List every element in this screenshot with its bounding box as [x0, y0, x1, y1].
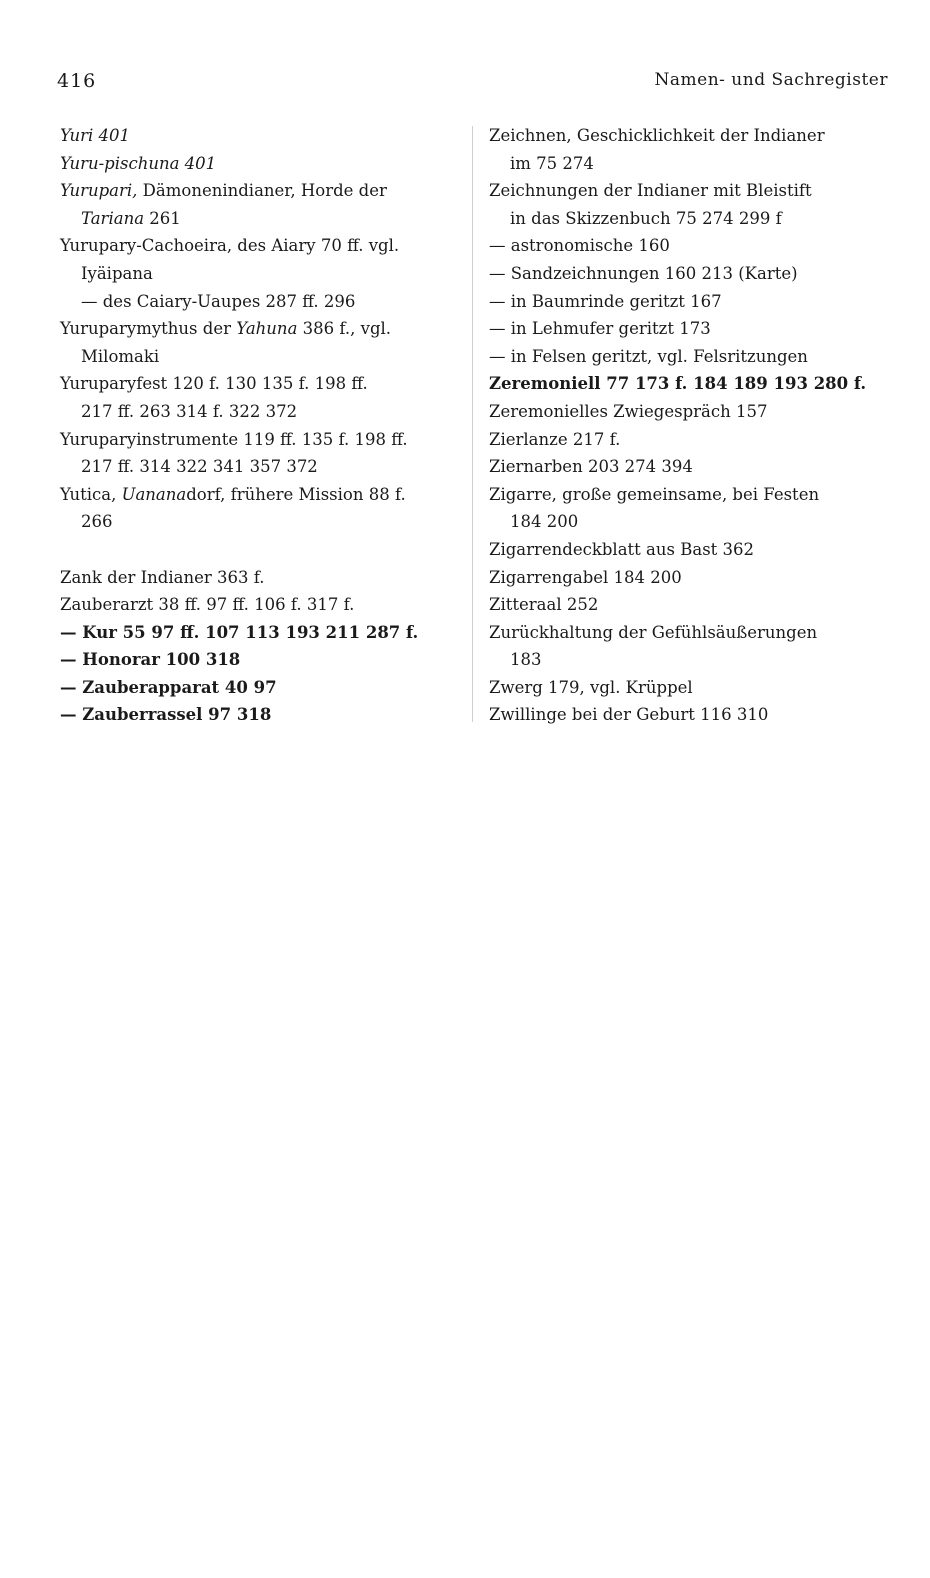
index-entry-continuation: Tariana 261: [81, 208, 181, 228]
column-divider: [472, 126, 473, 722]
index-subentry: — des Caiary-Uaupes 287 ff. 296: [81, 291, 356, 311]
index-entry: Zeichnungen der Indianer mit Bleistift: [489, 181, 812, 201]
index-entry: Yurupary-Cachoeira, des Aiary 70 ff. vgl.: [60, 236, 400, 256]
index-entry: Zurückhaltung der Gefühlsäußerungen: [489, 622, 818, 642]
index-entry-continuation: Iyäipana: [81, 263, 153, 283]
index-entry: Zigarrengabel 184 200: [489, 567, 682, 587]
index-subentry: — Kur 55 97 ff. 107 113 193 211 287 f.: [60, 622, 419, 642]
index-column-right: [489, 122, 889, 729]
index-entry-continuation: 217 ff. 314 322 341 357 372: [81, 457, 318, 477]
index-entry: Zank der Indianer 363 f.: [60, 567, 265, 587]
index-entry: Zwillinge bei der Geburt 116 310: [489, 705, 769, 725]
index-entry: Yurupari, Dämonenindianer, Horde der: [60, 181, 387, 201]
index-entry: Zauberarzt 38 ff. 97 ff. 106 f. 317 f.: [60, 595, 355, 615]
index-entry-continuation: Milomaki: [81, 346, 160, 366]
index-entry: Yuri 401: [60, 126, 130, 145]
index-subentry: — in Felsen geritzt, vgl. Felsritzungen: [489, 346, 808, 366]
index-entry: Zeremonielles Zwiegespräch 157: [489, 401, 768, 421]
index-entry: Zierlanze 217 f.: [489, 429, 621, 449]
index-subentry: — astronomische 160: [489, 236, 670, 256]
index-subentry: — Zauberapparat 40 97: [60, 677, 277, 697]
running-head: Namen- und Sachregister: [654, 70, 888, 90]
section-gap: [60, 536, 460, 564]
index-subentry: — Sandzeichnungen 160 213 (Karte): [489, 263, 798, 283]
index-entry: Yuruparyinstrumente 119 ff. 135 f. 198 ff.: [60, 429, 408, 449]
index-entry-continuation: in das Skizzenbuch 75 274 299 f: [510, 208, 782, 228]
index-entry: Yuruparyfest 120 f. 130 135 f. 198 ff.: [60, 374, 368, 394]
index-column-left: [60, 122, 460, 729]
index-entry-continuation: 183: [510, 650, 542, 670]
index-subentry: — Honorar 100 318: [60, 650, 241, 670]
index-entry-continuation: 217 ff. 263 314 f. 322 372: [81, 401, 298, 421]
index-subentry: — Zauberrassel 97 318: [60, 705, 272, 725]
index-entry-continuation: 184 200: [510, 512, 579, 532]
index-entry: Zigarre, große gemeinsame, bei Festen: [489, 484, 820, 504]
index-entry: Ziernarben 203 274 394: [489, 457, 693, 477]
index-entry-continuation: 266: [81, 512, 113, 532]
index-entry: Zwerg 179, vgl. Krüppel: [489, 677, 693, 697]
index-entry: Zitteraal 252: [489, 595, 599, 615]
index-entry: Yutica, Uananadorf, frühere Mission 88 f.: [60, 484, 406, 504]
index-subentry: — in Lehmufer geritzt 173: [489, 319, 711, 339]
page-number: 416: [57, 70, 97, 92]
index-entry: Yuru-pischuna 401: [60, 153, 217, 173]
index-entry: Zeremoniell 77 173 f. 184 189 193 280 f.: [489, 374, 867, 394]
index-entry: Zeichnen, Geschicklichkeit der Indianer: [489, 126, 825, 145]
index-entry: Yuruparymythus der Yahuna 386 f., vgl.: [60, 319, 392, 339]
index-entry-continuation: im 75 274: [510, 153, 594, 173]
index-entry: Zigarrendeckblatt aus Bast 362: [489, 539, 755, 559]
index-subentry: — in Baumrinde geritzt 167: [489, 291, 722, 311]
